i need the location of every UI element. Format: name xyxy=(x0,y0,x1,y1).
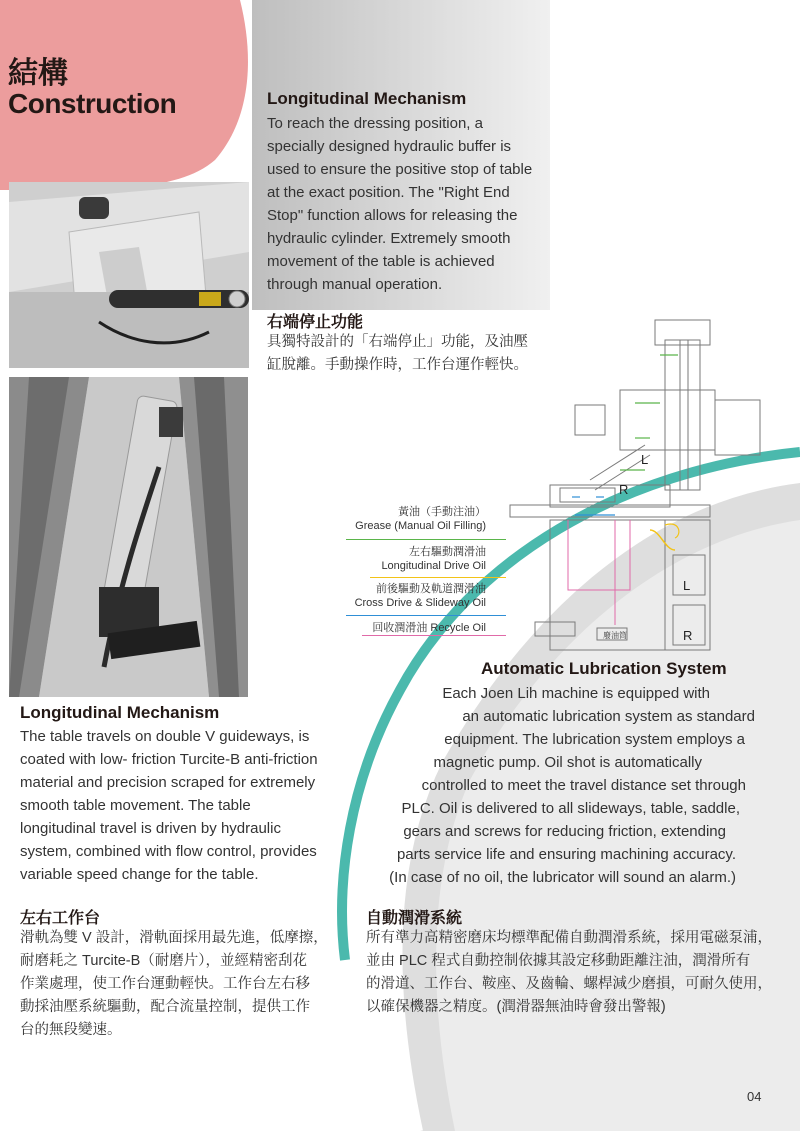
text-line: 並由 PLC 程式自動控制依據其設定移動距離注油，潤滑所有 xyxy=(366,953,751,969)
text-line: longitudinal travel is driven by hydraulic xyxy=(20,820,281,837)
text-line: 動採油壓系統驅動，配合流量控制，提供工作 xyxy=(20,999,310,1015)
text-line: The table travels on double V guideways, is xyxy=(20,728,310,745)
text-line: 的滑道、工作台、鞍座、及齒輪、螺桿減少磨損，可耐久使用， xyxy=(366,976,772,992)
legend-recycle: 回收潤滑油 Recycle Oil xyxy=(372,622,486,634)
text-line: an automatic lubrication system as standard xyxy=(462,708,755,725)
legend-cross-zh: 前後驅動及軌道潤滑油 xyxy=(376,583,486,595)
heading-longitudinal-en: Longitudinal Mechanism xyxy=(20,703,220,722)
legend-line-green xyxy=(346,539,506,540)
heading-right-end-stop-en: Longitudinal Mechanism xyxy=(267,89,467,108)
photo-v-guideway xyxy=(9,377,248,697)
text-line: 缸脫離。手動操作時，工作台運作輕快。 xyxy=(267,357,528,373)
text-line: smooth table movement. The table xyxy=(20,797,251,814)
heading-right-end-stop-zh: 右端停止功能 xyxy=(267,314,364,331)
text-line: gears and screws for reducing friction, extending xyxy=(403,823,726,840)
diagram-label-r-head: R xyxy=(619,482,629,497)
text-line: 台的無段變速。 xyxy=(20,1022,122,1038)
text-line: 作業處理，使工作台運動輕快。工作台左右移 xyxy=(20,976,310,992)
legend-longitudinal-en: Longitudinal Drive Oil xyxy=(381,560,486,572)
text-line: 具獨特設計的「右端停止」功能，及油壓 xyxy=(267,334,528,350)
paragraph-longitudinal-zh xyxy=(20,927,350,1042)
text-line: variable speed change for the table. xyxy=(20,866,259,883)
text-line: through manual operation. xyxy=(267,276,443,293)
text-line: system, combined with flow control, provides xyxy=(20,843,317,860)
text-line: used to ensure the positive stop of table xyxy=(267,161,533,178)
text-line: magnetic pump. Oil shot is automatically xyxy=(433,754,702,771)
text-line: 以確保機器之精度。(潤滑器無油時會發出警報) xyxy=(366,999,666,1015)
heading-lubrication-en: Automatic Lubrication System xyxy=(481,659,727,678)
diagram-label-l-head: L xyxy=(641,452,649,467)
legend-line-blue xyxy=(346,615,506,616)
diagram-label-l-tank: L xyxy=(683,578,691,593)
paragraph-lubrication-en xyxy=(370,682,770,889)
lubrication-diagram xyxy=(500,310,800,655)
text-line: parts service life and ensuring machining accuracy. xyxy=(396,846,736,863)
diagram-label-tank: 廢油筒 xyxy=(603,631,627,640)
legend-line-yellow xyxy=(370,577,506,578)
text-line: controlled to meet the travel distance set through xyxy=(421,777,746,794)
text-line: material and precision scraped for extremely xyxy=(20,774,316,791)
diagram-label-r-tank: R xyxy=(683,628,693,643)
legend-longitudinal-zh: 左右驅動潤滑油 xyxy=(409,546,486,558)
paragraph-lubrication-zh xyxy=(366,927,786,1019)
text-line: To reach the dressing position, a xyxy=(267,115,483,132)
text-line: movement of the table is achieved xyxy=(267,253,495,270)
text-line: 耐磨耗之 Turcite-B（耐磨片），並經精密刮花 xyxy=(20,953,308,969)
text-line: 所有準力高精密磨床均標準配備自動潤滑系統，採用電磁泵浦， xyxy=(366,930,772,946)
paragraph-right-end-stop-en xyxy=(267,112,557,296)
text-line: 滑軌為雙 V 設計，滑軌面採用最先進，低摩擦， xyxy=(20,930,328,946)
text-line: (In case of no oil, the lubricator will sound an alarm.) xyxy=(389,869,736,886)
section-title-en: Construction xyxy=(8,88,177,119)
text-line: equipment. The lubrication system employs a xyxy=(444,731,745,748)
text-line: Each Joen Lih machine is equipped with xyxy=(442,685,710,702)
text-line: coated with low- friction Turcite-B anti-friction xyxy=(20,751,318,768)
text-line: at the exact position. The "Right End xyxy=(267,184,510,201)
legend-grease-zh: 黃油（手動注油） xyxy=(398,506,486,518)
paragraph-longitudinal-en xyxy=(20,725,350,886)
legend-line-pink xyxy=(362,635,506,636)
photo-longitudinal-buffer xyxy=(9,182,249,368)
legend-grease-en: Grease (Manual Oil Filling) xyxy=(355,520,486,532)
text-line: Stop" function allows for releasing the xyxy=(267,207,518,224)
legend-cross-en: Cross Drive & Slideway Oil xyxy=(354,597,486,609)
text-line: hydraulic cylinder. Extremely smooth xyxy=(267,230,511,247)
section-title-zh: 結構 xyxy=(8,57,68,90)
text-line: specially designed hydraulic buffer is xyxy=(267,138,512,155)
page-number: 04 xyxy=(747,1089,762,1104)
heading-lubrication-zh: 自動潤滑系統 xyxy=(366,910,463,927)
heading-longitudinal-zh: 左右工作台 xyxy=(20,910,101,927)
text-line: PLC. Oil is delivered to all slideways, table, saddle, xyxy=(401,800,740,817)
